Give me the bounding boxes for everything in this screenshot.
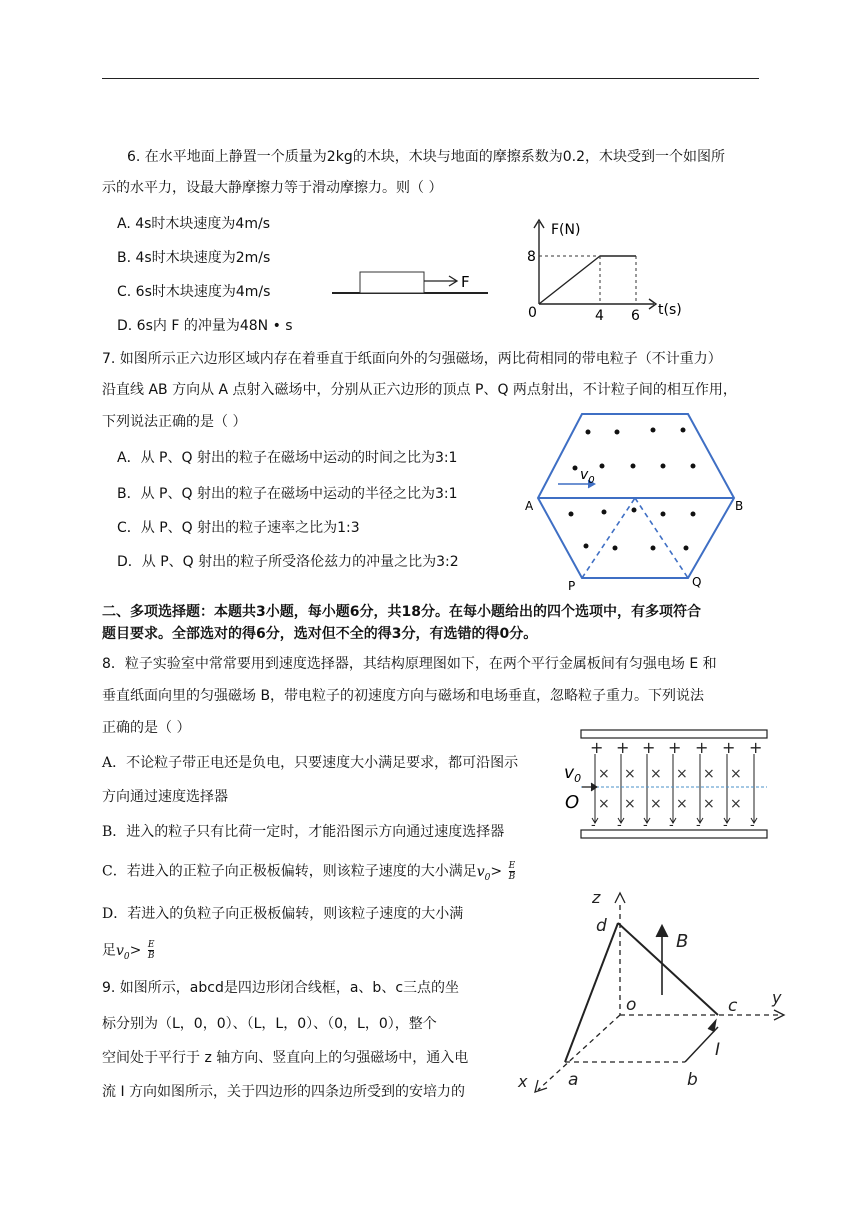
header-rule	[102, 78, 759, 79]
q7-hexagon-diagram	[525, 410, 750, 595]
svg-text:×: ×	[598, 796, 610, 812]
field-dots	[569, 428, 696, 551]
edge-b-c	[685, 1027, 721, 1062]
v0-label: $v_0$	[564, 763, 582, 785]
q7-option-c[interactable]: C．从 P、Q 射出的粒子速率之比为1:3	[117, 520, 360, 536]
q9-coordinate-frame-diagram	[510, 885, 810, 1100]
current-label: I	[715, 1040, 721, 1060]
q8-stem-line3: 正确的是（ ）	[102, 720, 191, 736]
x-tick-label-4: 4	[595, 308, 604, 324]
y-label: y	[772, 988, 782, 1007]
origin-label: o	[626, 995, 637, 1015]
magnetic-crosses	[598, 766, 742, 812]
q8-option-c-text: C．若进入的正粒子向正极板偏转，则该粒子速度的大小满足	[102, 863, 477, 880]
vertex-q-label: Q	[692, 575, 702, 589]
q9-stem-line4: 流 I 方向如图所示，关于四边形的四条边所受到的安培力的	[102, 1084, 466, 1100]
vertex-p-label: P	[568, 579, 576, 593]
gt-symbol: >	[490, 863, 503, 880]
x-label: x	[518, 1072, 528, 1091]
x-tick-label-6: 6	[631, 308, 640, 324]
y-tick-label: 8	[527, 249, 536, 265]
hexagon-boundary	[538, 414, 734, 578]
q6-option-c[interactable]: C. 6s时木块速度为4m/s	[117, 284, 271, 300]
svg-text:×: ×	[676, 796, 688, 812]
q7-stem-line2: 沿直线 AB 方向从 A 点射入磁场中，分别从正六边形的顶点 P、Q 两点射出，不计粒子间的相互作用，	[102, 382, 737, 398]
svg-text:-: -	[723, 818, 728, 833]
svg-text:-: -	[617, 818, 622, 833]
svg-text:+: +	[668, 738, 682, 757]
q8-option-a-line2[interactable]: 方向通过速度选择器	[102, 789, 228, 805]
section2-heading-line1: 二、多项选择题：本题共3小题，每小题6分，共18分。在每小题给出的四个选项中，有多项符合	[102, 604, 701, 620]
svg-text:-: -	[669, 818, 674, 833]
b-field-label: B	[676, 931, 689, 952]
q7-option-b[interactable]: B．从 P、Q 射出的粒子在磁场中运动的半径之比为3:1	[117, 486, 458, 502]
svg-text:-: -	[696, 818, 701, 833]
q8-stem-line2: 垂直纸面向里的匀强磁场 B，带电粒子的初速度方向与磁场和电场垂直，忽略粒子重力。下列说法	[102, 688, 705, 704]
svg-text:-: -	[643, 818, 648, 833]
origin-label: 0	[528, 305, 537, 321]
svg-text:-: -	[750, 818, 755, 833]
q9-stem-line3: 空间处于平行于 z 轴方向、竖直向上的匀强磁场中，通入电	[102, 1050, 469, 1066]
svg-text:×: ×	[650, 796, 662, 812]
e-over-b-fraction: $\frac{E}{B}$	[508, 861, 516, 882]
svg-text:×: ×	[650, 766, 662, 782]
positive-plate	[581, 730, 767, 738]
force-label: F	[461, 273, 470, 291]
q6-option-b[interactable]: B. 4s时木块速度为2m/s	[117, 250, 271, 266]
x-axis-arrow-icon	[535, 1080, 547, 1092]
svg-text:×: ×	[624, 766, 636, 782]
gt-symbol: >	[129, 942, 142, 959]
svg-text:+: +	[590, 738, 604, 757]
vertex-a-label: a	[568, 1070, 579, 1090]
e-over-b-fraction: $\frac{E}{B}$	[147, 940, 155, 961]
svg-text:+: +	[749, 738, 763, 757]
v0-arrow-head-icon	[591, 783, 597, 791]
q8-option-d-text: 足	[102, 942, 116, 959]
force-ramp	[539, 256, 600, 304]
svg-text:×: ×	[598, 766, 610, 782]
q6-block-diagram	[328, 262, 498, 302]
svg-text:×: ×	[624, 796, 636, 812]
q7-option-a[interactable]: A．从 P、Q 射出的粒子在磁场中运动的时间之比为3:1	[117, 450, 458, 466]
svg-text:+: +	[695, 738, 709, 757]
wooden-block	[360, 272, 424, 293]
b-field-arrow-head-icon	[656, 925, 668, 937]
q8-option-b[interactable]: B．进入的粒子只有比荷一定时，才能沿图示方向通过速度选择器	[102, 824, 505, 840]
vertex-c-label: c	[728, 996, 738, 1016]
q6-option-a[interactable]: A. 4s时木块速度为4m/s	[117, 216, 270, 232]
origin-o-label: O	[565, 792, 580, 813]
q8-velocity-selector-diagram	[560, 728, 770, 843]
svg-text:×: ×	[703, 766, 715, 782]
svg-text:+: +	[722, 738, 736, 757]
svg-text:×: ×	[730, 796, 742, 812]
q7-stem-line3: 下列说法正确的是（ ）	[102, 414, 247, 430]
q9-stem-line1: 9. 如图所示，abcd是四边形闭合线框，a、b、c三点的坐	[102, 980, 460, 996]
t-axis-label: t(s)	[658, 302, 682, 318]
q6-stem-line1: 6. 在水平地面上静置一个质量为2kg的木块，木块与地面的摩擦系数为0.2，木块受到一个如图所	[127, 149, 725, 165]
svg-text:×: ×	[703, 796, 715, 812]
svg-text:+: +	[616, 738, 630, 757]
q7-option-d[interactable]: D．从 P、Q 射出的粒子所受洛伦兹力的冲量之比为3:2	[117, 554, 459, 570]
f-axis-label: F(N)	[551, 222, 581, 238]
current-arrow-icon	[708, 1020, 716, 1032]
svg-text:+: +	[642, 738, 656, 757]
q6-option-d[interactable]: D. 6s内 F 的冲量为48N • s	[117, 318, 293, 334]
v0-symbol: $v_0$	[116, 942, 130, 962]
q8-option-d-line2[interactable]	[102, 940, 154, 966]
section2-heading-line2: 题目要求。全部选对的得6分，选对但不全的得3分，有选错的得0分。	[102, 626, 538, 642]
v0-label: $v_0$	[580, 467, 595, 486]
vertex-b-label: b	[687, 1070, 698, 1090]
q8-stem-line1: 8．粒子实验室中常常要用到速度选择器，其结构原理图如下，在两个平行金属板间有匀强电场 E 和	[102, 656, 717, 672]
dashed-path-q	[635, 498, 688, 578]
svg-text:×: ×	[730, 766, 742, 782]
q7-stem-line1: 7. 如图所示正六边形区域内存在着垂直于纸面向外的匀强磁场，两比荷相同的带电粒子（不计重力）	[102, 351, 722, 367]
q9-stem-line2: 标分别为（L，0，0）、（L，L，0）、（0，L，0），整个	[102, 1016, 437, 1032]
q6-stem-line2: 示的水平力，设最大静摩擦力等于滑动摩擦力。则（ ）	[102, 180, 443, 196]
q8-option-a-line1[interactable]: A．不论粒子带正电还是负电，只要速度大小满足要求，都可沿图示	[102, 755, 519, 771]
q6-force-time-graph	[518, 218, 688, 323]
svg-text:-: -	[591, 818, 596, 833]
vertex-d-label: d	[596, 916, 607, 936]
svg-text:×: ×	[676, 766, 688, 782]
negative-plate	[581, 830, 767, 838]
vertex-b-label: B	[735, 499, 744, 513]
dashed-path-p	[582, 498, 635, 578]
z-label: z	[592, 888, 601, 907]
vertex-a-label: A	[525, 499, 534, 513]
z-axis-arrow-icon	[615, 893, 625, 903]
q8-option-d-line1[interactable]: D．若进入的负粒子向正极板偏转，则该粒子速度的大小满	[102, 906, 464, 922]
v0-symbol: $v_0$	[476, 863, 491, 883]
plus-signs	[590, 738, 762, 757]
q8-option-c[interactable]	[102, 861, 515, 887]
